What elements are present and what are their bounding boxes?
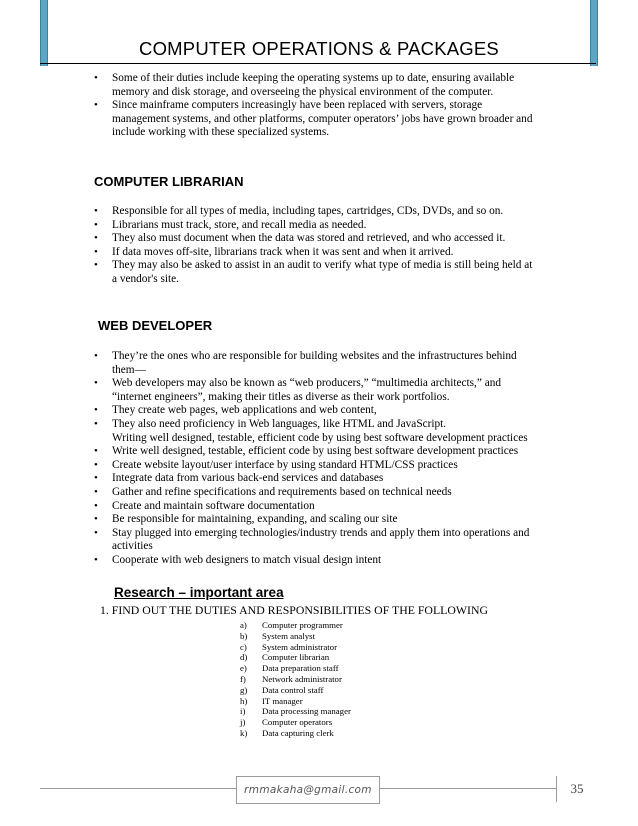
list-marker: d) <box>240 652 248 663</box>
list-item <box>94 404 554 418</box>
list-item <box>94 99 554 140</box>
bullet-line: Writing well designed, testable, efficient code by using best software development practices <box>112 431 528 444</box>
list-marker: k) <box>240 727 248 738</box>
list-item <box>94 486 554 500</box>
bullet-line: • If data moves off-site, librarians track when it was sent and when it arrived. <box>112 245 454 258</box>
list-item <box>240 717 351 728</box>
bullet-line: activities <box>112 540 153 553</box>
section-heading-web-developer: WEB DEVELOPER <box>98 318 213 333</box>
list-item-text: Computer operators <box>262 717 333 728</box>
list-item <box>94 232 554 246</box>
bullet-line: • Cooperate with web designers to match visual design intent <box>112 553 382 566</box>
list-item <box>240 706 351 717</box>
footer-email: rmmakaha@gmail.com <box>236 776 380 804</box>
list-item <box>240 631 351 642</box>
list-item <box>94 205 554 219</box>
list-marker: a) <box>240 620 247 630</box>
intro-bullet-list <box>94 72 554 140</box>
bullet-line: • They’re the ones who are responsible for building websites and the infrastructures behind <box>112 350 517 362</box>
list-item <box>94 418 554 445</box>
list-item-text: Data processing manager <box>262 706 351 717</box>
list-item <box>94 445 554 459</box>
list-marker: c) <box>240 641 247 652</box>
bullet-line: • Integrate data from various back-end services and databases <box>112 472 384 485</box>
bullet-line: a vendor's site. <box>112 272 179 285</box>
bullet-line: • Since mainframe computers increasingly have been replaced with servers, storage <box>112 99 483 112</box>
list-item <box>94 350 554 377</box>
list-item-text: IT manager <box>262 695 303 706</box>
bullet-line: • They create web pages, web applications and web content, <box>112 404 377 417</box>
list-item <box>240 642 351 653</box>
bullet-line: • Responsible for all types of media, including tapes, cartridges, CDs, DVDs, and so on. <box>112 205 504 217</box>
bullet-line: • Web developers may also be known as “web producers,” “multimedia architects,” and <box>112 377 502 390</box>
bullet-line: • They also need proficiency in Web languages, like HTML and JavaScript. <box>112 417 447 430</box>
list-item <box>240 674 351 685</box>
bullet-line: memory and disk storage, and overseeing the physical environment of the computer. <box>112 85 494 98</box>
list-item-text: Computer programmer <box>262 620 343 630</box>
list-item <box>240 663 351 674</box>
list-item <box>94 377 554 404</box>
web-developer-bullet-list <box>94 350 554 568</box>
footer-rule-left <box>40 788 236 789</box>
list-item-text: System analyst <box>262 630 316 641</box>
list-item <box>94 246 554 260</box>
list-item-text: Data capturing clerk <box>262 727 334 738</box>
list-item <box>94 554 554 568</box>
footer-rule-right <box>378 788 556 789</box>
list-marker: g) <box>240 684 248 695</box>
list-marker: f) <box>240 673 246 684</box>
list-item-text: Computer librarian <box>262 652 330 663</box>
list-marker: h) <box>240 695 248 706</box>
bullet-line: • Gather and refine specifications and requirements based on technical needs <box>112 485 452 498</box>
header-rule <box>40 63 596 64</box>
list-item <box>94 459 554 473</box>
list-item <box>94 472 554 486</box>
list-item <box>240 728 351 739</box>
list-item <box>94 259 554 286</box>
list-item-text: Network administrator <box>262 673 342 684</box>
list-item <box>94 513 554 527</box>
research-sublist <box>240 620 351 739</box>
bullet-line: • Be responsible for maintaining, expanding, and scaling our site <box>112 513 398 526</box>
list-item <box>94 72 554 99</box>
bullet-line: • Some of their duties include keeping the operating systems up to date, ensuring available <box>112 72 515 84</box>
bullet-line: • They may also be asked to assist in an audit to verify what type of media is still being held at <box>112 259 533 272</box>
list-item <box>94 500 554 514</box>
bullet-line: them— <box>112 363 146 376</box>
page-header-title: COMPUTER OPERATIONS & PACKAGES <box>139 38 499 59</box>
list-item <box>240 685 351 696</box>
list-item-text: System administrator <box>262 641 338 652</box>
research-heading: Research – important area <box>114 585 284 600</box>
list-item <box>94 527 554 554</box>
list-item <box>240 620 351 631</box>
list-item <box>240 652 351 663</box>
list-marker: b) <box>240 630 248 641</box>
list-marker: e) <box>240 663 247 674</box>
list-item-text: Data preparation staff <box>262 663 339 674</box>
bullet-line: • Create website layout/user interface by using standard HTML/CSS practices <box>112 458 458 471</box>
list-item <box>94 219 554 233</box>
bullet-line: • Write well designed, testable, efficient code by using best software development practices <box>112 445 519 458</box>
bullet-line: include working with these specialized systems. <box>112 126 330 139</box>
section-heading-librarian: COMPUTER LIBRARIAN <box>94 174 244 189</box>
list-item-text: Data control staff <box>262 684 324 695</box>
bullet-line: • They also must document when the data was stored and retrieved, and who accessed it. <box>112 232 506 245</box>
list-item <box>240 696 351 707</box>
page-number: 35 <box>556 776 597 802</box>
list-marker: j) <box>240 717 246 728</box>
bullet-line: • Librarians must track, store, and recall media as needed. <box>112 218 367 231</box>
list-marker: i) <box>240 706 246 717</box>
research-task: 1. FIND OUT THE DUTIES AND RESPONSIBILITIES OF THE FOLLOWING <box>100 603 488 617</box>
bullet-line: • Create and maintain software documentation <box>112 499 315 512</box>
librarian-bullet-list <box>94 205 554 287</box>
bullet-line: “internet engineers”, making their titles as diverse as their work portfolios. <box>112 390 450 403</box>
bullet-line: management systems, and other platforms, computer operators’ jobs have grown broader and <box>112 112 533 125</box>
bullet-line: • Stay plugged into emerging technologies/industry trends and apply them into operations and <box>112 526 530 539</box>
